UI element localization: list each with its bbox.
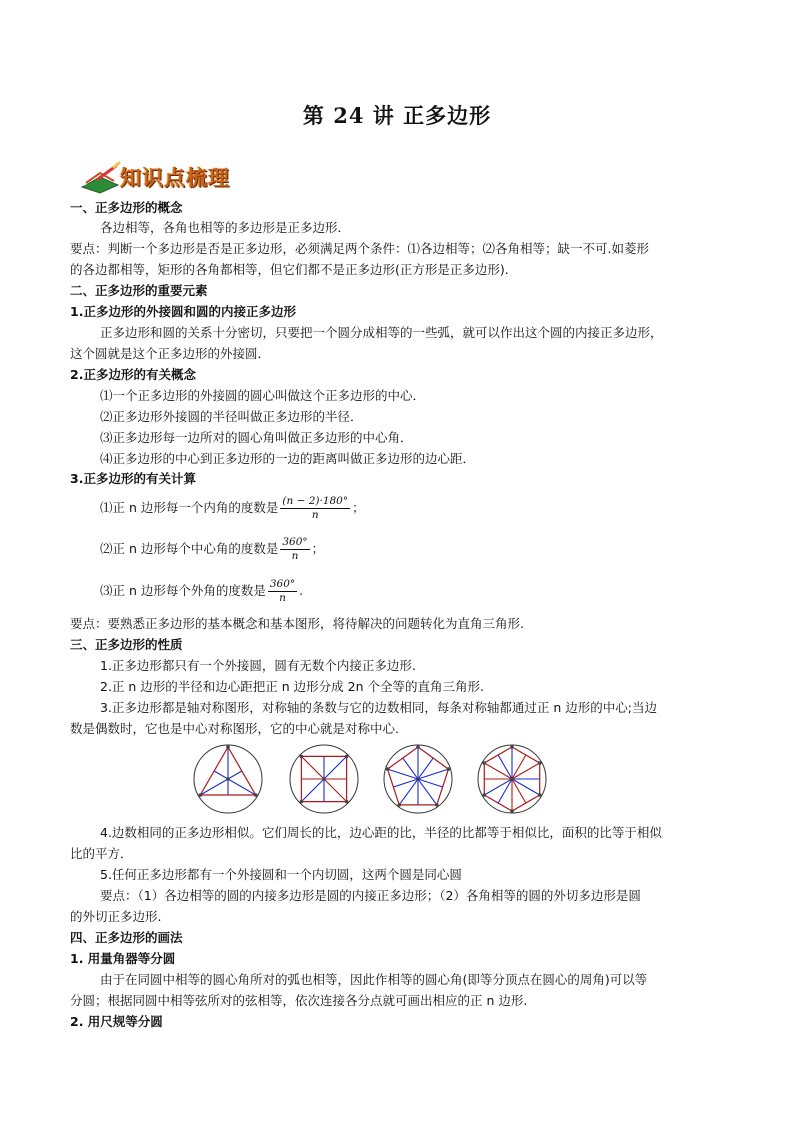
heading-properties: 三、正多边形的性质 — [70, 637, 183, 652]
fraction-den: n — [311, 509, 319, 521]
calc-note: 要点：要熟悉正多边形的基本概念和基本图形，将待解决的问题转化为直角三角形. — [70, 616, 524, 631]
vertex-point-hexagon — [538, 793, 542, 797]
concept-item-3: ⑶正多边形每一边所对的圆心角叫做正多边形的中心角． — [100, 430, 413, 445]
subheading-circumcircle: 1.正多边形的外接圆和圆的内接正多边形 — [70, 304, 296, 319]
property-4-line-1: 4.边数相同的正多边形相似。它们周长的比，边心距的比，半径的比都等于相似比，面积的比等于相似 — [100, 825, 662, 840]
property-3-line-1: 3.正多边形都是轴对称图形，对称轴的条数与它的边数相同，每条对称轴都通过正 n 边形的中心;当边 — [100, 700, 658, 715]
heading-concept: 一、正多边形的概念 — [70, 200, 183, 215]
vertex-point-hexagon — [538, 761, 542, 765]
calc-item-1-text: ⑴正 n 边形每一个内角的度数是 — [100, 500, 279, 515]
subheading-protractor: 1. 用量角器等分圆 — [70, 951, 176, 966]
page-title: 第 24 讲 正多边形 — [302, 103, 492, 128]
concept-item-2: ⑵正多边形外接圆的半径叫做正多边形的半径． — [100, 409, 363, 424]
vertex-point-hexagon — [482, 761, 486, 765]
calc-item-2-text: ⑵正 n 边形每个中心角的度数是 — [100, 541, 279, 556]
center-point-hexagon — [510, 777, 514, 781]
calc-item-2-end: ； — [311, 541, 325, 556]
fraction-num: 360° — [282, 536, 308, 548]
vertex-point-square — [345, 755, 349, 759]
vertex-point-hexagon — [482, 793, 486, 797]
fraction-num: 360° — [269, 578, 296, 590]
radius-square — [324, 779, 347, 802]
protractor-text-1: 由于在同圆中相等的圆心角所对的弧也相等，因此作相等的圆心角(即等分顶点在圆心的周角)可以等 — [100, 972, 648, 987]
protractor-text-2: 分圆；根据同圆中相等弦所对的弦相等，依次连接各分点就可画出相应的正 n 边形. — [70, 993, 528, 1008]
subheading-compass: 2. 用尺规等分圆 — [70, 1014, 163, 1029]
vertex-point-triangle — [226, 745, 230, 749]
center-point-square — [322, 777, 326, 781]
fraction-num: (n − 2)·180° — [282, 495, 349, 507]
vertex-point-pentagon — [386, 767, 390, 771]
concept-def: 各边相等，各角也相等的多边形是正多边形． — [100, 220, 351, 235]
property-5: 5.任何正多边形都有一个外接圆和一个内切圆，这两个圆是同心圆 — [100, 867, 462, 882]
regular-polygon-figures — [185, 742, 625, 817]
fraction-exterior-angle — [268, 578, 297, 605]
calc-item-1-end: ； — [352, 500, 365, 515]
vertex-point-triangle — [198, 793, 202, 797]
symmetry-axis-pentagon — [388, 769, 443, 787]
calc-item-1 — [100, 492, 760, 524]
radius-square — [301, 756, 324, 779]
circumcircle-text-2: 这个圆就是这个正多边形的外接圆． — [70, 346, 271, 361]
vertex-point-pentagon — [435, 803, 439, 807]
vertex-point-triangle — [254, 793, 258, 797]
circumcircle-text-1: 正多边形和圆的关系十分密切，只要把一个圆分成相等的一些弧，就可以作出这个圆的内接正多边形， — [100, 325, 663, 340]
vertex-point-hexagon — [510, 809, 514, 813]
vertex-point-square — [345, 800, 349, 804]
calc-item-3-text: ⑶正 n 边形每个外角的度数是 — [100, 583, 266, 598]
section-banner — [80, 160, 250, 194]
property-3-line-2: 数是偶数时，它也是中心对称图形，它的中心就是对称中心. — [70, 721, 399, 736]
vertex-point-pentagon — [447, 767, 451, 771]
center-point-pentagon — [416, 777, 420, 781]
property-note-2: 的外切正多边形. — [70, 909, 162, 924]
subheading-calc: 3.正多边形的有关计算 — [70, 471, 196, 486]
calc-item-3 — [100, 575, 760, 607]
polygon-figures-svg — [185, 742, 625, 817]
book-pen-icon — [80, 160, 124, 194]
property-2: 2.正 n 边形的半径和边心距把正 n 边形分成 2n 个全等的直角三角形. — [100, 679, 484, 694]
fraction-central-angle — [280, 536, 309, 563]
fraction-den: n — [291, 550, 299, 562]
vertex-point-hexagon — [510, 745, 514, 749]
section-banner-label: 知识点梳理 — [120, 166, 230, 190]
vertex-point-pentagon — [397, 803, 401, 807]
heading-drawing: 四、正多边形的画法 — [70, 930, 183, 945]
vertex-point-square — [300, 800, 304, 804]
concept-note-2: 的各边都相等，矩形的各角都相等，但它们都不是正多边形(正方形是正多边形). — [70, 262, 509, 277]
concept-item-4: ⑷正多边形的中心到正多边形的一边的距离叫做正多边形的边心距． — [100, 451, 476, 466]
concept-note-1: 要点：判断一个多边形是否是正多边形，必须满足两个条件：⑴各边相等；⑵各角相等；缺一不可.如菱形 — [70, 241, 649, 256]
radius-square — [301, 779, 324, 802]
calc-item-2 — [100, 533, 760, 565]
fraction-interior-angle — [280, 495, 350, 522]
symmetry-axis-pentagon — [399, 758, 433, 805]
radius-square — [324, 756, 347, 779]
center-point-triangle — [226, 777, 230, 781]
fraction-den: n — [279, 592, 286, 604]
symmetry-axis-pentagon — [403, 758, 437, 805]
property-note-1: 要点：（1）各边相等的圆的内接多边形是圆的内接正多边形；（2）各角相等的圆的外切多边形是圆 — [100, 888, 641, 903]
property-4-line-2: 比的平方． — [70, 846, 133, 861]
symmetry-axis-pentagon — [393, 769, 448, 787]
calc-item-3-end: . — [299, 583, 304, 598]
vertex-point-square — [300, 755, 304, 759]
concept-item-1: ⑴一个正多边形的外接圆的圆心叫做这个正多边形的中心． — [100, 388, 426, 403]
property-1: 1.正多边形都只有一个外接圆，圆有无数个内接正多边形. — [100, 658, 416, 673]
subheading-concepts: 2.正多边形的有关概念 — [70, 367, 196, 382]
vertex-point-pentagon — [416, 745, 420, 749]
heading-elements: 二、正多边形的重要元素 — [70, 283, 208, 298]
